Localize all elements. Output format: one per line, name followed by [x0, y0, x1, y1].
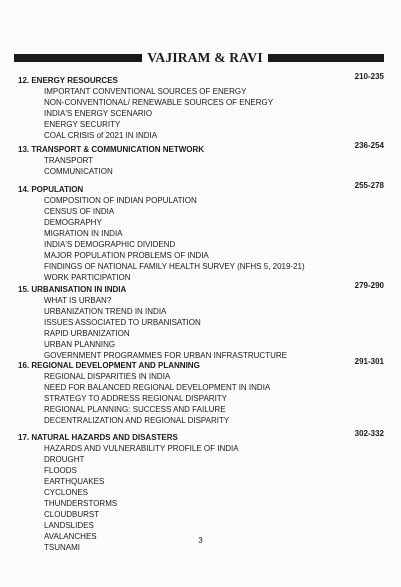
- toc-section: [18, 141, 384, 177]
- section-item: NEED FOR BALANCED REGIONAL DEVELOPMENT IN INDIA: [44, 383, 271, 392]
- section-title: 14. POPULATION: [18, 185, 84, 194]
- section-item: DEMOGRAPHY: [44, 218, 102, 227]
- toc-section: [18, 72, 384, 141]
- section-item: REGIONAL PLANNING: SUCCESS AND FAILURE: [44, 405, 226, 414]
- section-item: DROUGHT: [44, 455, 85, 464]
- section-page-range: 279-290: [354, 281, 384, 290]
- toc-section: [18, 357, 384, 426]
- section-item: RAPID URBANIZATION: [44, 329, 130, 338]
- section-item: TRANSPORT: [44, 156, 94, 165]
- section-item: LANDSLIDES: [44, 521, 94, 530]
- section-item: WORK PARTICIPATION: [44, 273, 131, 282]
- section-item: TSUNAMI: [44, 543, 80, 552]
- section-title: 13. TRANSPORT & COMMUNICATION NETWORK: [18, 145, 205, 154]
- header-title: VAJIRAM & RAVI: [147, 50, 263, 65]
- section-page-range: 302-332: [354, 429, 384, 438]
- section-item: CENSUS OF INDIA: [44, 207, 115, 216]
- section-item: FLOODS: [44, 466, 77, 475]
- header-rule-left: [14, 54, 142, 62]
- section-item: HAZARDS AND VULNERABILITY PROFILE OF INDIA: [44, 444, 239, 453]
- section-item: CYCLONES: [44, 488, 89, 497]
- section-item-list: [18, 155, 384, 177]
- section-item-list: [18, 295, 384, 361]
- toc-section: [18, 281, 384, 361]
- section-item: INDIA'S ENERGY SCENARIO: [44, 109, 153, 118]
- section-item-list: [18, 371, 384, 426]
- toc-section: [18, 181, 384, 283]
- section-item-list: [18, 195, 384, 283]
- page-header: [14, 49, 384, 67]
- section-item: URBANIZATION TREND IN INDIA: [44, 307, 167, 316]
- section-item: GOVERNMENT PROGRAMMES FOR URBAN INFRASTRUCTURE: [44, 351, 287, 360]
- section-page-range: 236-254: [354, 141, 384, 150]
- section-item: URBAN PLANNING: [44, 340, 116, 349]
- section-title: 15. URBANISATION IN INDIA: [18, 285, 127, 294]
- section-item: AVALANCHES: [44, 532, 97, 541]
- section-title: 12. ENERGY RESOURCES: [18, 76, 118, 85]
- section-title: 17. NATURAL HAZARDS AND DISASTERS: [18, 433, 178, 442]
- section-item: COMPOSITION OF INDIAN POPULATION: [44, 196, 197, 205]
- section-item: COMMUNICATION: [44, 167, 113, 176]
- section-item: WHAT IS URBAN?: [44, 296, 112, 305]
- section-item: MAJOR POPULATION PROBLEMS OF INDIA: [44, 251, 209, 260]
- section-item: FINDINGS OF NATIONAL FAMILY HEALTH SURVEY (NFHS 5, 2019-21): [44, 262, 305, 271]
- section-title: 16. REGIONAL DEVELOPMENT AND PLANNING: [18, 361, 200, 370]
- section-item: STRATEGY TO ADDRESS REGIONAL DISPARITY: [44, 394, 228, 403]
- section-item: CLOUDBURST: [44, 510, 100, 519]
- section-item: INDIA'S DEMOGRAPHIC DIVIDEND: [44, 240, 176, 249]
- section-item: DECENTRALIZATION AND REGIONAL DISPARITY: [44, 416, 230, 425]
- section-page-range: 210-235: [354, 72, 384, 81]
- section-page-range: 291-301: [354, 357, 384, 366]
- page-number: 3: [198, 536, 203, 545]
- section-item: ISSUES ASSOCIATED TO URBANISATION: [44, 318, 201, 327]
- section-item: REGIONAL DISPARITIES IN INDIA: [44, 372, 171, 381]
- section-item: EARTHQUAKES: [44, 477, 105, 486]
- section-item: MIGRATION IN INDIA: [44, 229, 123, 238]
- header-rule-right: [268, 54, 384, 62]
- section-item: NON-CONVENTIONAL/ RENEWABLE SOURCES OF ENERGY: [44, 98, 274, 107]
- section-item: IMPORTANT CONVENTIONAL SOURCES OF ENERGY: [44, 87, 247, 96]
- toc-section: [18, 429, 384, 553]
- section-item: ENERGY SECURITY: [44, 120, 121, 129]
- section-item: THUNDERSTORMS: [44, 499, 118, 508]
- section-item: COAL CRISIS of 2021 IN INDIA: [44, 131, 158, 140]
- section-item-list: [18, 86, 384, 141]
- section-page-range: 255-278: [354, 181, 384, 190]
